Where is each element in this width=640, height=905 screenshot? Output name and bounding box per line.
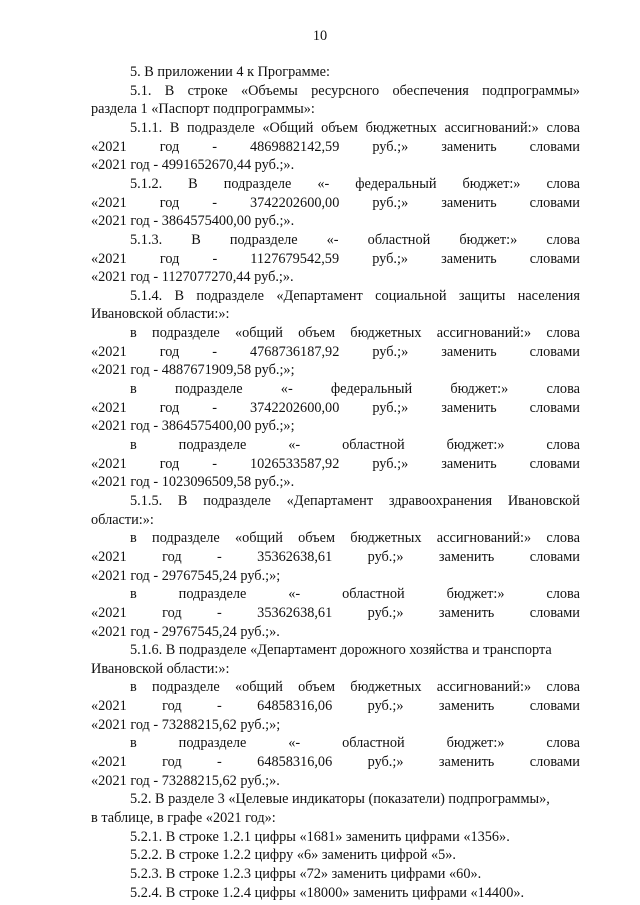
- text-word: В: [188, 175, 198, 192]
- text-word: в: [130, 530, 137, 547]
- text-word: областной: [342, 735, 405, 752]
- text-word: «Департамент: [286, 492, 374, 509]
- text-word: «-: [280, 381, 293, 398]
- text-line: [130, 641, 580, 660]
- text-word: «Объемы: [240, 82, 298, 99]
- text-line: [130, 119, 580, 138]
- text-word: раздела 1 «Паспорт подпрограммы»:: [91, 101, 315, 118]
- text-line: [130, 678, 580, 697]
- text-line: [130, 436, 580, 455]
- text-line: [91, 604, 580, 623]
- page-number: 10: [312, 28, 328, 44]
- text-word: подразделе: [174, 381, 243, 398]
- text-word: год: [162, 604, 182, 621]
- text-word: «-: [288, 586, 301, 603]
- text-line: [91, 100, 580, 119]
- text-word: «2021: [91, 754, 127, 771]
- text-line: [130, 585, 580, 604]
- text-word: подразделе: [152, 325, 220, 342]
- text-word: объем: [298, 679, 336, 696]
- text-word: объем: [321, 119, 358, 136]
- text-word: 5.2. В разделе 3 «Целевые индикаторы (показатели) подпрограммы»,: [130, 791, 550, 808]
- text-word: ассигнований:»: [436, 679, 532, 696]
- text-word: «общий: [234, 325, 283, 342]
- text-word: Ивановской области:»:: [91, 660, 230, 677]
- text-word: ассигнований:»: [436, 325, 532, 342]
- text-word: «Общий: [262, 119, 314, 136]
- text-word: «общий: [234, 679, 283, 696]
- text-word: 64858316,06: [257, 754, 333, 771]
- text-word: «-: [326, 231, 339, 248]
- text-word: словами: [529, 250, 580, 267]
- text-word: год: [159, 455, 180, 472]
- text-word: подразделе: [152, 530, 220, 547]
- text-word: -: [217, 604, 222, 621]
- text-word: бюджет:»: [446, 437, 505, 453]
- text-word: словами: [529, 604, 580, 621]
- text-word: подразделе: [229, 231, 298, 248]
- text-word: слова: [546, 586, 580, 603]
- text-line: [91, 809, 580, 828]
- text-word: в: [130, 679, 137, 696]
- text-word: -: [212, 250, 218, 267]
- text-word: ассигнований:»: [436, 530, 532, 547]
- text-word: год: [162, 548, 182, 565]
- text-line: [91, 305, 580, 324]
- text-word: год: [159, 194, 180, 211]
- text-word: 5.2.2. В строке 1.2.2 цифру «6» заменить цифрой «5».: [130, 847, 457, 864]
- text-word: областной: [342, 586, 405, 603]
- text-word: бюджет:»: [450, 381, 509, 398]
- text-word: заменить: [438, 754, 495, 771]
- text-word: подразделе: [187, 119, 255, 136]
- text-word: 5.1.5.: [130, 492, 163, 509]
- text-word: бюджет:»: [459, 231, 518, 248]
- text-word: год: [162, 698, 182, 715]
- text-line: [130, 884, 580, 903]
- text-word: в: [130, 381, 137, 398]
- text-word: руб.;»: [367, 698, 404, 715]
- text-word: бюджет:»: [446, 735, 505, 752]
- text-word: «-: [288, 437, 301, 453]
- text-line: [91, 511, 580, 530]
- text-word: В: [174, 287, 185, 304]
- text-word: заменить: [441, 455, 497, 472]
- text-word: В: [164, 82, 175, 99]
- text-word: год: [159, 250, 180, 267]
- text-word: обеспечения: [392, 82, 469, 99]
- text-word: -: [212, 138, 218, 155]
- text-word: 1026533587,92: [250, 455, 340, 472]
- text-word: «2021: [91, 194, 127, 211]
- text-word: подразделе: [178, 437, 247, 453]
- text-line: [130, 734, 580, 753]
- text-word: слова: [546, 381, 580, 398]
- text-word: -: [212, 343, 218, 360]
- text-word: словами: [529, 343, 580, 360]
- text-word: в таблице, в графе «2021 год»:: [91, 810, 276, 826]
- text-word: населения: [517, 287, 580, 304]
- text-line: [91, 623, 580, 642]
- text-word: словами: [529, 399, 580, 416]
- text-word: 5.2.3. В строке 1.2.3 цифры «72» заменить цифрами «60».: [130, 865, 482, 882]
- text-word: бюджет:»: [446, 586, 505, 603]
- text-line: [130, 82, 580, 101]
- text-word: 5.1.: [130, 82, 152, 99]
- text-word: Ивановской: [507, 492, 580, 509]
- text-word: заменить: [441, 194, 497, 211]
- text-word: 3742202600,00: [250, 194, 340, 211]
- text-word: социальной: [375, 287, 447, 304]
- text-word: строке: [187, 82, 228, 99]
- text-line: [91, 473, 580, 492]
- text-word: -: [217, 548, 222, 565]
- text-word: в: [130, 325, 137, 342]
- text-word: -: [217, 754, 222, 771]
- text-word: слова: [546, 231, 580, 248]
- text-line: [91, 697, 580, 716]
- text-word: в: [130, 586, 137, 603]
- text-line: [130, 846, 580, 865]
- text-word: заменить: [441, 343, 497, 360]
- text-word: год: [159, 399, 180, 416]
- text-word: бюджет:»: [462, 175, 521, 192]
- text-word: словами: [529, 698, 580, 715]
- text-line: [91, 212, 580, 231]
- text-word: здравоохранения: [388, 492, 493, 509]
- text-word: 35362638,61: [257, 548, 333, 565]
- text-word: руб.;»: [367, 604, 404, 621]
- text-line: [130, 63, 580, 82]
- text-word: подпрограммы»: [482, 82, 580, 99]
- text-word: бюджетных: [365, 119, 437, 136]
- text-line: [130, 865, 580, 884]
- text-word: заменить: [441, 250, 497, 267]
- text-word: словами: [529, 548, 580, 565]
- text-word: 64858316,06: [257, 698, 333, 715]
- text-line: [91, 716, 580, 735]
- text-word: «2021 год - 73288215,62 руб.;».: [91, 772, 280, 789]
- text-word: «2021 год - 4887671909,58 руб.;»;: [91, 362, 295, 379]
- text-word: подразделе: [178, 735, 247, 752]
- text-word: «2021: [91, 250, 127, 267]
- text-word: федеральный: [330, 381, 413, 398]
- text-word: слова: [546, 735, 580, 752]
- text-word: словами: [529, 455, 580, 472]
- text-line: [91, 194, 580, 213]
- text-word: «2021: [91, 698, 127, 715]
- text-line: [91, 660, 580, 679]
- text-word: бюджетных: [350, 325, 422, 342]
- text-word: 5.1.2.: [130, 175, 163, 192]
- text-word: подразделе: [203, 492, 271, 509]
- text-line: [91, 753, 580, 772]
- text-word: защиты: [458, 287, 506, 304]
- text-word: федеральный: [355, 175, 437, 192]
- text-word: «-: [288, 735, 301, 752]
- text-word: в: [130, 437, 137, 453]
- text-line: [91, 361, 580, 380]
- text-word: словами: [529, 194, 580, 211]
- text-line: [91, 548, 580, 567]
- text-word: подразделе: [223, 175, 292, 192]
- text-word: ассигнований:»: [444, 119, 539, 136]
- text-word: подразделе: [152, 679, 220, 696]
- text-word: год: [162, 754, 182, 771]
- text-word: -: [212, 455, 218, 472]
- text-word: «2021: [91, 343, 127, 360]
- text-word: объем: [298, 530, 336, 547]
- text-word: 4869882142,59: [250, 138, 340, 155]
- text-word: «2021 год - 3864575400,00 руб.;».: [91, 213, 295, 230]
- text-line: [130, 492, 580, 511]
- text-word: «2021: [91, 604, 127, 621]
- text-word: руб.;»: [372, 194, 409, 211]
- text-word: «2021 год - 4991652670,44 руб.;».: [91, 157, 295, 174]
- text-word: 5.1.1.: [130, 119, 163, 136]
- text-line: [130, 529, 580, 548]
- text-line: [130, 287, 580, 306]
- text-word: руб.;»: [367, 754, 404, 771]
- text-line: [91, 250, 580, 269]
- text-word: «2021: [91, 455, 127, 472]
- text-word: руб.;»: [372, 455, 409, 472]
- text-word: «общий: [234, 530, 283, 547]
- text-word: областной: [367, 231, 431, 248]
- text-word: слова: [546, 325, 580, 342]
- text-word: 5.1.6. В подразделе «Департамент дорожного хозяйства и транспорта: [130, 642, 552, 659]
- text-word: ресурсного: [311, 82, 380, 99]
- text-word: год: [159, 343, 180, 360]
- text-line: [91, 772, 580, 791]
- text-word: заменить: [441, 399, 497, 416]
- text-word: «2021 год - 29767545,24 руб.;»;: [91, 567, 281, 584]
- text-word: «2021: [91, 399, 127, 416]
- text-word: руб.;»: [367, 548, 404, 565]
- text-word: слова: [546, 679, 580, 696]
- text-word: «2021 год - 3864575400,00 руб.;»;: [91, 418, 295, 435]
- text-word: -: [212, 194, 218, 211]
- text-word: В: [191, 231, 201, 248]
- text-word: областной: [342, 437, 405, 453]
- text-word: В: [177, 492, 188, 509]
- text-word: слова: [546, 530, 580, 547]
- text-line: [91, 567, 580, 586]
- text-line: [130, 324, 580, 343]
- text-word: 4768736187,92: [250, 343, 340, 360]
- text-word: «2021: [91, 548, 127, 565]
- text-word: руб.;»: [372, 250, 409, 267]
- text-word: Ивановской области:»:: [91, 306, 230, 323]
- text-word: руб.;»: [372, 399, 409, 416]
- text-line: [91, 455, 580, 474]
- text-word: словами: [529, 138, 580, 155]
- text-word: слова: [546, 175, 580, 192]
- text-word: заменить: [438, 604, 495, 621]
- text-line: [130, 380, 580, 399]
- text-word: 5.2.4. В строке 1.2.4 цифры «18000» заменить цифрами «14400».: [130, 884, 525, 901]
- text-word: словами: [529, 754, 580, 771]
- text-word: «2021 год - 1127077270,44 руб.;».: [91, 269, 294, 286]
- text-word: год: [159, 138, 180, 155]
- text-word: заменить: [441, 138, 497, 155]
- text-word: 5.1.3.: [130, 231, 163, 248]
- text-word: 5.1.4.: [130, 287, 163, 304]
- text-line: [91, 343, 580, 362]
- text-line: [91, 268, 580, 287]
- text-line: [130, 175, 580, 194]
- text-word: -: [212, 399, 218, 416]
- text-word: области:»:: [91, 511, 154, 528]
- text-word: слова: [546, 437, 580, 453]
- text-word: руб.;»: [372, 138, 409, 155]
- text-word: бюджетных: [350, 530, 422, 547]
- text-line: [91, 138, 580, 157]
- text-word: 5. В приложении 4 к Программе:: [130, 64, 330, 80]
- text-word: 5.2.1. В строке 1.2.1 цифры «1681» заменить цифрами «1356».: [130, 828, 510, 845]
- text-word: заменить: [438, 698, 495, 715]
- text-line: [91, 156, 580, 175]
- text-word: «2021 год - 73288215,62 руб.;»;: [91, 716, 281, 733]
- text-word: 3742202600,00: [250, 399, 340, 416]
- text-word: «Департамент: [276, 287, 363, 304]
- text-word: в: [130, 735, 137, 752]
- text-line: [130, 828, 580, 847]
- text-word: подразделе: [196, 287, 265, 304]
- text-word: руб.;»: [372, 343, 409, 360]
- text-word: бюджетных: [350, 679, 422, 696]
- text-word: В: [169, 119, 180, 136]
- text-word: «2021 год - 1023096509,58 руб.;».: [91, 474, 295, 491]
- text-line: [130, 790, 580, 809]
- text-word: 1127679542,59: [250, 250, 340, 267]
- text-word: объем: [298, 325, 336, 342]
- text-line: [91, 417, 580, 436]
- text-word: подразделе: [178, 586, 247, 603]
- text-word: «2021 год - 29767545,24 руб.;».: [91, 623, 280, 640]
- text-word: «-: [317, 175, 330, 192]
- text-word: слова: [546, 119, 580, 136]
- text-line: [130, 231, 580, 250]
- text-word: 35362638,61: [257, 604, 333, 621]
- text-word: заменить: [438, 548, 495, 565]
- text-line: [91, 399, 580, 418]
- text-word: «2021: [91, 138, 127, 155]
- text-word: -: [217, 698, 222, 715]
